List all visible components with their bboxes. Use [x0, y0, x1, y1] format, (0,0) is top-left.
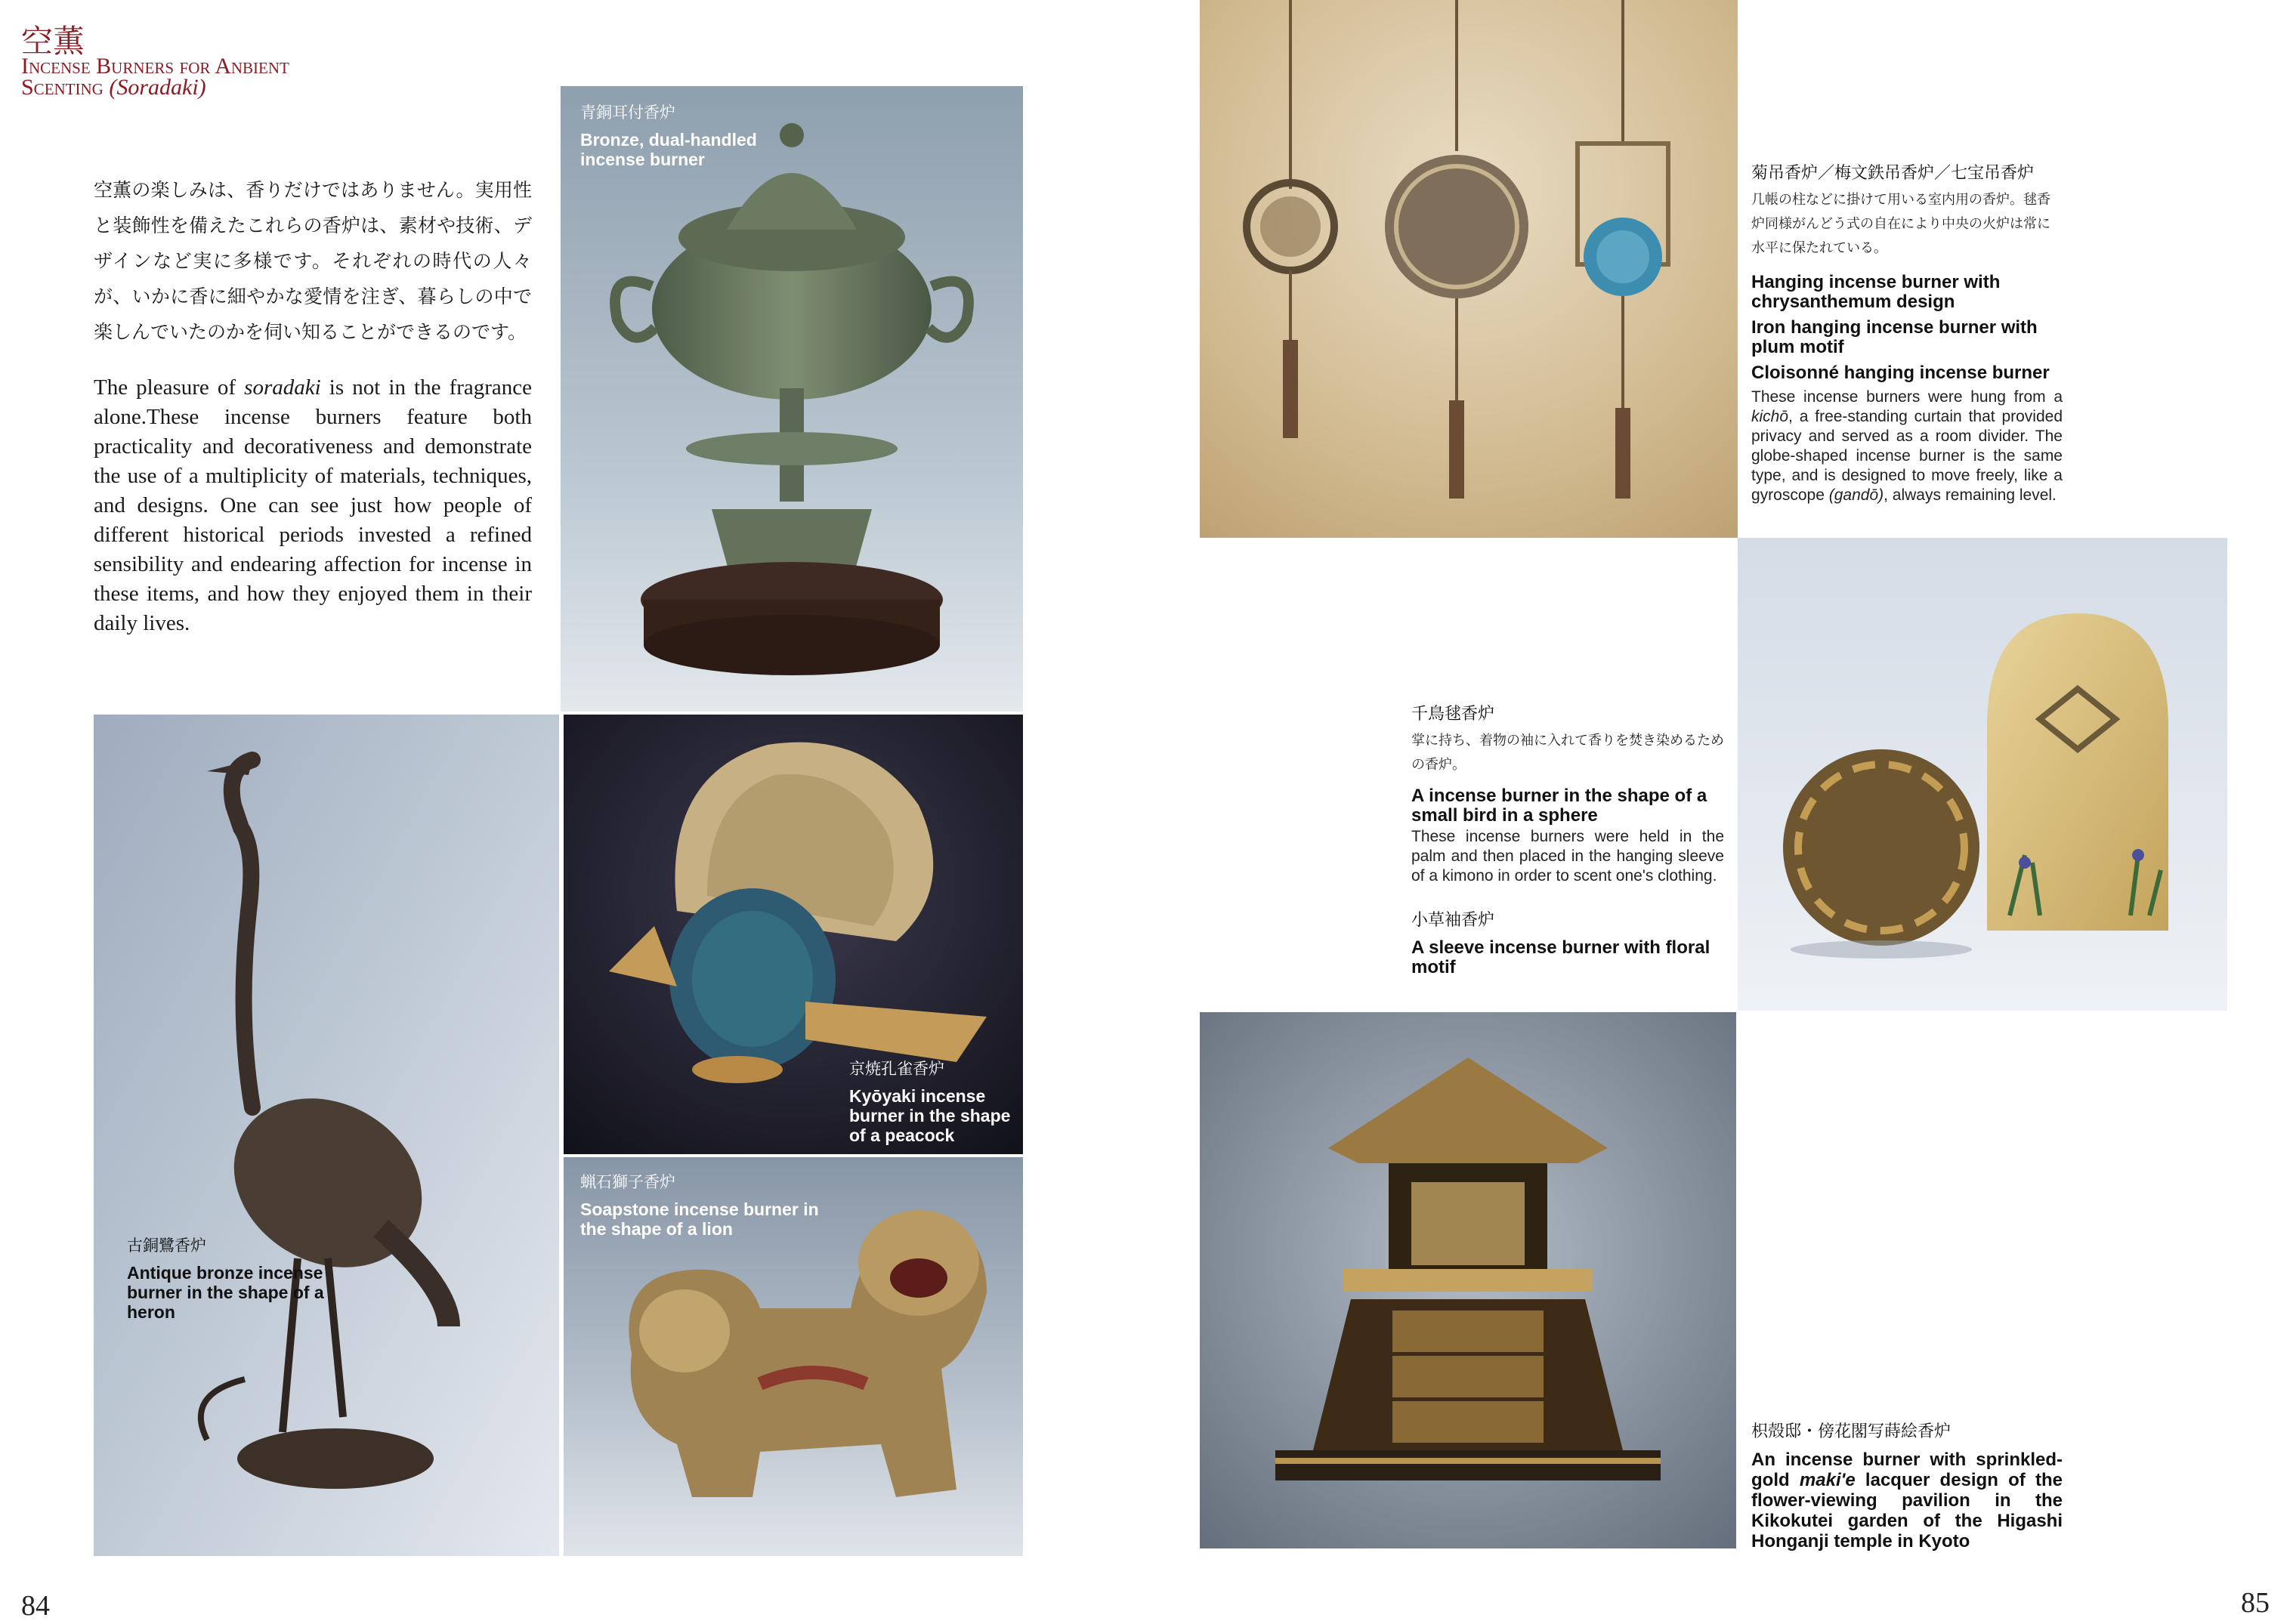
caption-hanging-desc-1: These incense burners were hung from a	[1751, 388, 2063, 406]
photo-bird-sphere-burner	[1738, 538, 2227, 1011]
section-title-jp: 空薫	[21, 23, 85, 60]
caption-hanging-desc	[1751, 387, 2063, 505]
caption-lion	[580, 1172, 822, 1239]
caption-pavilion-en-2: lacquer design of the flower-viewing pavilion in the Kikokutei garden of the Higashi Honganji temple in Kyoto	[1751, 1470, 2063, 1551]
caption-hanging-jp: 菊吊香炉／梅文鉄吊香炉／七宝吊香炉	[1751, 164, 2035, 183]
section-title-line1: Incense Burners for Anbient	[21, 54, 289, 79]
caption-hanging-desc-italic1: kichō	[1751, 408, 1789, 425]
caption-bird-en: A incense burner in the shape of a small bird in a sphere	[1411, 786, 1707, 826]
caption-heron-en: Antique bronze incense burner in the shape of a heron	[127, 1263, 324, 1322]
photo-pavilion-burner	[1200, 1012, 1736, 1548]
caption-bronze-jp: 青銅耳付香炉	[580, 103, 675, 122]
intro-en-part1: The pleasure of	[94, 375, 236, 400]
caption-hanging-desc-italic2: (gandō)	[1828, 486, 1884, 504]
intro-text-jp: 空薫の楽しみは、香りだけではありません。実用性と装飾性を備えたこれらの香炉は、素材や技術、デザインなど実に多様です。それぞれの時代の人々が、いかに香に細やかな愛情を注ぎ、暮らしの中で楽しんでいたのかを伺い知ることができるのです。	[94, 179, 532, 343]
caption-pavilion-en-1: An incense burner with sprinkled-gold	[1751, 1450, 2063, 1490]
caption-hanging-desc-3: , always remaining level.	[1884, 486, 2057, 504]
caption-hanging-en2: Iron hanging incense burner with plum motif	[1751, 317, 2038, 357]
caption-hanging	[1751, 160, 2063, 505]
caption-pavilion-en	[1751, 1450, 2063, 1551]
caption-hanging-jp-desc: 几帳の柱などに掛けて用いる室内用の香炉。毬香炉同様がんどう式の自在により中央の火炉は常に水平に保たれている。	[1751, 192, 2050, 256]
section-title-line2: Scenting	[21, 75, 104, 100]
caption-sleeve-jp: 小草袖香炉	[1411, 911, 1495, 930]
caption-lion-en: Soapstone incense burner in the shape of a lion	[580, 1199, 819, 1239]
caption-hanging-en1: Hanging incense burner with chrysanthemum design	[1751, 272, 2001, 312]
caption-bronze-en: Bronze, dual-handled incense burner	[580, 130, 757, 169]
intro-text-en	[94, 373, 532, 638]
photo-heron-burner	[94, 715, 559, 1556]
caption-heron-jp: 古銅鷺香炉	[127, 1237, 206, 1255]
caption-hanging-en3: Cloisonné hanging incense burner	[1751, 363, 2050, 383]
section-title-en	[21, 56, 289, 98]
caption-bird-jp-desc: 掌に持ち、着物の袖に入れて香りを焚き染めるための香炉。	[1411, 733, 1724, 773]
page-number-left: 84	[21, 1590, 50, 1622]
caption-pavilion	[1751, 1419, 2063, 1551]
section-title-italic: (Soradaki)	[109, 75, 206, 100]
caption-lion-jp: 蝋石獅子香炉	[580, 1173, 675, 1191]
caption-peacock-jp: 京焼孔雀香炉	[849, 1060, 944, 1078]
photo-hanging-burners	[1200, 0, 1738, 538]
caption-bird	[1411, 701, 1724, 977]
caption-heron	[127, 1236, 331, 1322]
caption-bronze	[580, 103, 807, 169]
caption-peacock	[849, 1059, 1023, 1145]
caption-hanging-desc-2: , a free-standing curtain that provided privacy and served as a room divider. The globe-shaped incense burner is the same type, and is designed to move freely, like a gyroscope	[1751, 408, 2063, 504]
caption-bird-jp: 千鳥毬香炉	[1411, 705, 1495, 724]
caption-peacock-en: Kyōyaki incense burner in the shape of a peacock	[849, 1086, 1011, 1145]
caption-bird-desc: These incense burners were held in the palm and then placed in the hanging sleeve of a kimono in order to scent one's clothing.	[1411, 828, 1724, 885]
caption-sleeve-en: A sleeve incense burner with floral motif	[1411, 937, 1710, 977]
caption-pavilion-en-italic: maki'e	[1799, 1470, 1856, 1490]
photo-bronze-burner	[561, 86, 1023, 712]
page-number-right: 85	[2241, 1587, 2270, 1619]
caption-pavilion-jp: 枳殻邸・傍花閣写蒔絵香炉	[1751, 1422, 1952, 1441]
intro-en-part2: is not in the fragrance alone.These incense burners feature both practicality and decorativeness and demonstrate the use of a multiplicity of materials, techniques, and designs. One can see just how people of different historical periods invested a refined sensibility and endearing affection for incense in these items, and how they enjoyed them in their daily lives.	[94, 375, 533, 635]
intro-en-italic: soradaki	[244, 375, 321, 400]
